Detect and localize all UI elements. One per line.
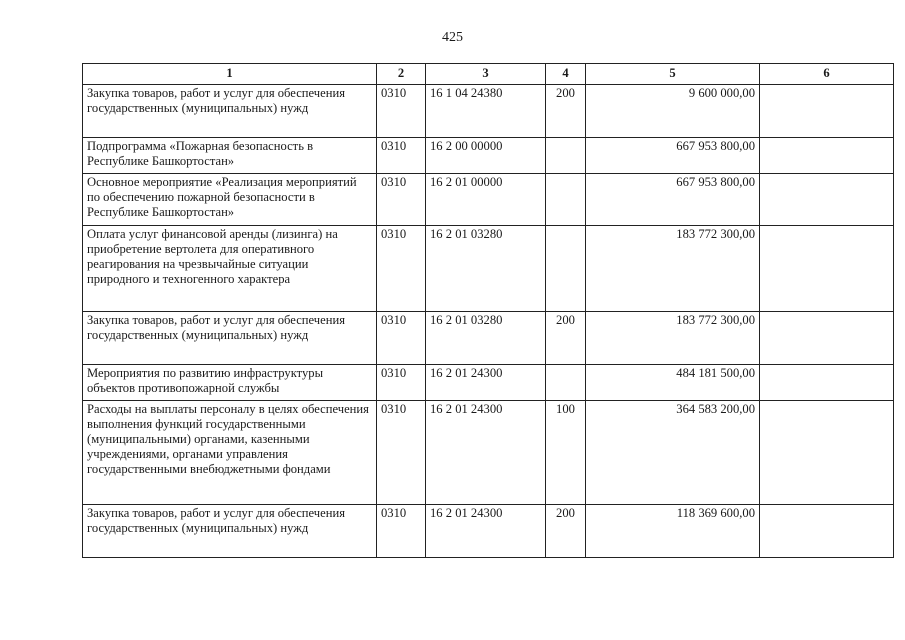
table-row bbox=[83, 401, 894, 505]
row-name-cell: Закупка товаров, работ и услуг для обеспечения государственных (муниципальных) нужд bbox=[83, 312, 377, 365]
table-row bbox=[83, 365, 894, 401]
row-section-cell: 0310 bbox=[377, 174, 426, 226]
row-target-cell: 16 2 01 00000 bbox=[426, 174, 546, 226]
row-target-cell: 16 2 00 00000 bbox=[426, 138, 546, 174]
row-section-cell: 0310 bbox=[377, 226, 426, 312]
row-col6-cell bbox=[760, 174, 894, 226]
row-target-cell: 16 2 01 03280 bbox=[426, 226, 546, 312]
row-expense-type-cell: 200 bbox=[546, 85, 586, 138]
column-header-5: 5 bbox=[586, 64, 760, 85]
table-row bbox=[83, 138, 894, 174]
row-amount-cell: 667 953 800,00 bbox=[586, 174, 760, 226]
table-row bbox=[83, 312, 894, 365]
row-amount-cell: 9 600 000,00 bbox=[586, 85, 760, 138]
row-name-cell: Закупка товаров, работ и услуг для обеспечения государственных (муниципальных) нужд bbox=[83, 85, 377, 138]
row-target-cell: 16 2 01 24300 bbox=[426, 365, 546, 401]
row-target-cell: 16 2 01 03280 bbox=[426, 312, 546, 365]
table-row bbox=[83, 505, 894, 558]
row-col6-cell bbox=[760, 401, 894, 505]
page-number: 425 bbox=[442, 30, 463, 45]
row-amount-cell: 183 772 300,00 bbox=[586, 312, 760, 365]
table-row bbox=[83, 174, 894, 226]
row-expense-type-cell bbox=[546, 174, 586, 226]
column-header-1: 1 bbox=[83, 64, 377, 85]
row-expense-type-cell bbox=[546, 226, 586, 312]
row-expense-type-cell: 200 bbox=[546, 312, 586, 365]
row-amount-cell: 118 369 600,00 bbox=[586, 505, 760, 558]
row-col6-cell bbox=[760, 505, 894, 558]
column-header-4: 4 bbox=[546, 64, 586, 85]
row-name-cell: Расходы на выплаты персоналу в целях обеспечения выполнения функций государственными (муниципальными) органами, казенными учреждениями, органами управления государственными внебюджетными фондами bbox=[83, 401, 377, 505]
column-header-6: 6 bbox=[760, 64, 894, 85]
row-expense-type-cell bbox=[546, 365, 586, 401]
row-target-cell: 16 1 04 24380 bbox=[426, 85, 546, 138]
table-row bbox=[83, 85, 894, 138]
row-col6-cell bbox=[760, 226, 894, 312]
row-expense-type-cell: 100 bbox=[546, 401, 586, 505]
row-amount-cell: 183 772 300,00 bbox=[586, 226, 760, 312]
row-name-cell: Закупка товаров, работ и услуг для обеспечения государственных (муниципальных) нужд bbox=[83, 505, 377, 558]
budget-table bbox=[82, 63, 894, 558]
row-section-cell: 0310 bbox=[377, 365, 426, 401]
row-target-cell: 16 2 01 24300 bbox=[426, 505, 546, 558]
column-header-2: 2 bbox=[377, 64, 426, 85]
table-header-row bbox=[83, 64, 894, 85]
row-name-cell: Мероприятия по развитию инфраструктуры объектов противопожарной службы bbox=[83, 365, 377, 401]
row-col6-cell bbox=[760, 312, 894, 365]
row-expense-type-cell: 200 bbox=[546, 505, 586, 558]
row-name-cell: Оплата услуг финансовой аренды (лизинга) на приобретение вертолета для оперативного реагирования на чрезвычайные ситуации природного и техногенного характера bbox=[83, 226, 377, 312]
row-section-cell: 0310 bbox=[377, 401, 426, 505]
row-name-cell: Основное мероприятие «Реализация мероприятий по обеспечению пожарной безопасности в Республике Башкортостан» bbox=[83, 174, 377, 226]
column-header-3: 3 bbox=[426, 64, 546, 85]
row-amount-cell: 484 181 500,00 bbox=[586, 365, 760, 401]
table-row bbox=[83, 226, 894, 312]
row-section-cell: 0310 bbox=[377, 505, 426, 558]
row-section-cell: 0310 bbox=[377, 85, 426, 138]
row-col6-cell bbox=[760, 365, 894, 401]
row-section-cell: 0310 bbox=[377, 312, 426, 365]
row-amount-cell: 667 953 800,00 bbox=[586, 138, 760, 174]
row-expense-type-cell bbox=[546, 138, 586, 174]
row-name-cell: Подпрограмма «Пожарная безопасность в Республике Башкортостан» bbox=[83, 138, 377, 174]
row-amount-cell: 364 583 200,00 bbox=[586, 401, 760, 505]
row-col6-cell bbox=[760, 85, 894, 138]
row-col6-cell bbox=[760, 138, 894, 174]
row-section-cell: 0310 bbox=[377, 138, 426, 174]
row-target-cell: 16 2 01 24300 bbox=[426, 401, 546, 505]
